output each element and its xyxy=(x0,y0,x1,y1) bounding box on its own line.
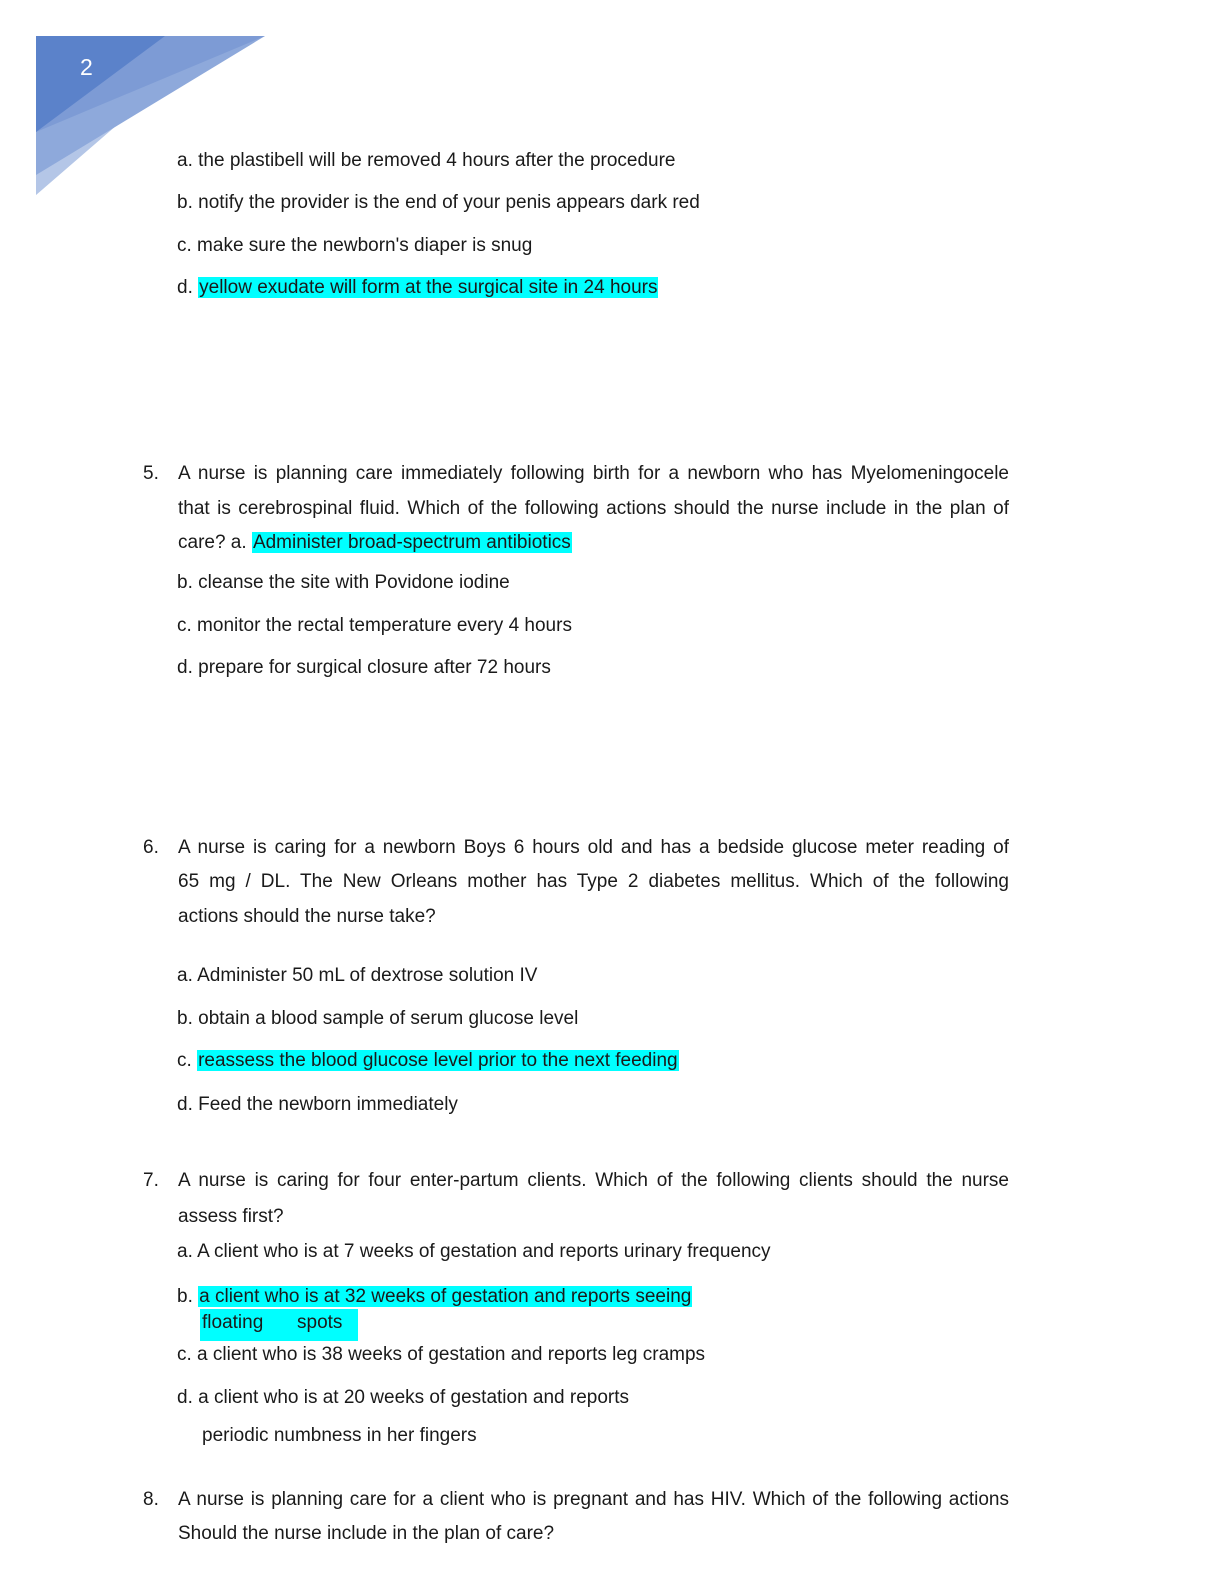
q5-stem-line3 xyxy=(178,531,572,555)
q5-stem-line1: A nurse is planning care immediately following birth for a newborn who has Myelomeningocele xyxy=(178,463,1009,484)
q7-option-c: c. a client who is 38 weeks of gestation and reports leg cramps xyxy=(177,1344,706,1365)
page-number: 2 xyxy=(80,54,93,80)
q5-stem-line2: that is cerebrospinal fluid. Which of the following actions should the nurse include in the plan of xyxy=(178,498,1009,519)
q7-option-b-label: b. xyxy=(177,1286,193,1307)
q7-option-b-answer-highlight: a client who is at 32 weeks of gestation and reports seeing xyxy=(199,1286,692,1307)
q4-option-b: b. notify the provider is the end of your penis appears dark red xyxy=(177,192,700,213)
q4-option-d xyxy=(177,276,658,300)
q7-option-d-line1: d. a client who is at 20 weeks of gestation and reports xyxy=(177,1387,630,1408)
q7-number: 7. xyxy=(143,1170,159,1191)
q8-number: 8. xyxy=(143,1489,159,1510)
q4-option-d-answer-highlight: yellow exudate will form at the surgical site in 24 hours xyxy=(199,277,658,298)
q6-stem-line2: 65 mg / DL. The New Orleans mother has Type 2 diabetes mellitus. Which of the following xyxy=(178,871,1009,892)
q6-option-c xyxy=(177,1049,679,1073)
q5-option-a-answer-highlight: Administer broad-spectrum antibiotics xyxy=(252,532,571,553)
corner-decoration xyxy=(0,0,280,210)
q7-stem-line1: A nurse is caring for four enter-partum clients. Which of the following clients should the nurse xyxy=(178,1170,1009,1191)
q7-option-b-line2-word1: floating xyxy=(202,1312,264,1333)
q4-option-c: c. make sure the newborn's diaper is snug xyxy=(177,235,533,256)
q4-option-a: a. the plastibell will be removed 4 hours after the procedure xyxy=(177,150,676,171)
q8-stem-line2: Should the nurse include in the plan of care? xyxy=(178,1523,555,1544)
q5-option-d: d. prepare for surgical closure after 72 hours xyxy=(177,657,551,678)
q5-option-c: c. monitor the rectal temperature every 4 hours xyxy=(177,615,572,636)
q4-option-d-label: d. xyxy=(177,277,193,298)
q5-option-a-prefix: care? a. xyxy=(178,532,247,553)
q8-stem-line1: A nurse is planning care for a client who is pregnant and has HIV. Which of the following actions xyxy=(178,1489,1009,1510)
q6-option-a: a. Administer 50 mL of dextrose solution IV xyxy=(177,965,538,986)
q6-stem-line1: A nurse is caring for a newborn Boys 6 hours old and has a bedside glucose meter reading of xyxy=(178,837,1009,858)
q6-option-c-answer-highlight: reassess the blood glucose level prior to the next feeding xyxy=(198,1050,678,1071)
q6-option-c-label: c. xyxy=(177,1050,192,1071)
q6-option-d: d. Feed the newborn immediately xyxy=(177,1094,458,1115)
q7-option-b-line2-word2: spots xyxy=(297,1312,343,1333)
q7-option-a: a. A client who is at 7 weeks of gestation and reports urinary frequency xyxy=(177,1241,771,1262)
q6-stem-line3: actions should the nurse take? xyxy=(178,906,436,927)
q7-option-b-line1 xyxy=(177,1285,692,1309)
q6-option-b: b. obtain a blood sample of serum glucose level xyxy=(177,1008,579,1029)
q7-stem-line2: assess first? xyxy=(178,1206,284,1227)
q7-option-d-line2: periodic numbness in her fingers xyxy=(202,1425,477,1446)
q5-number: 5. xyxy=(143,463,159,484)
q6-number: 6. xyxy=(143,837,159,858)
q5-option-b: b. cleanse the site with Povidone iodine xyxy=(177,572,510,593)
